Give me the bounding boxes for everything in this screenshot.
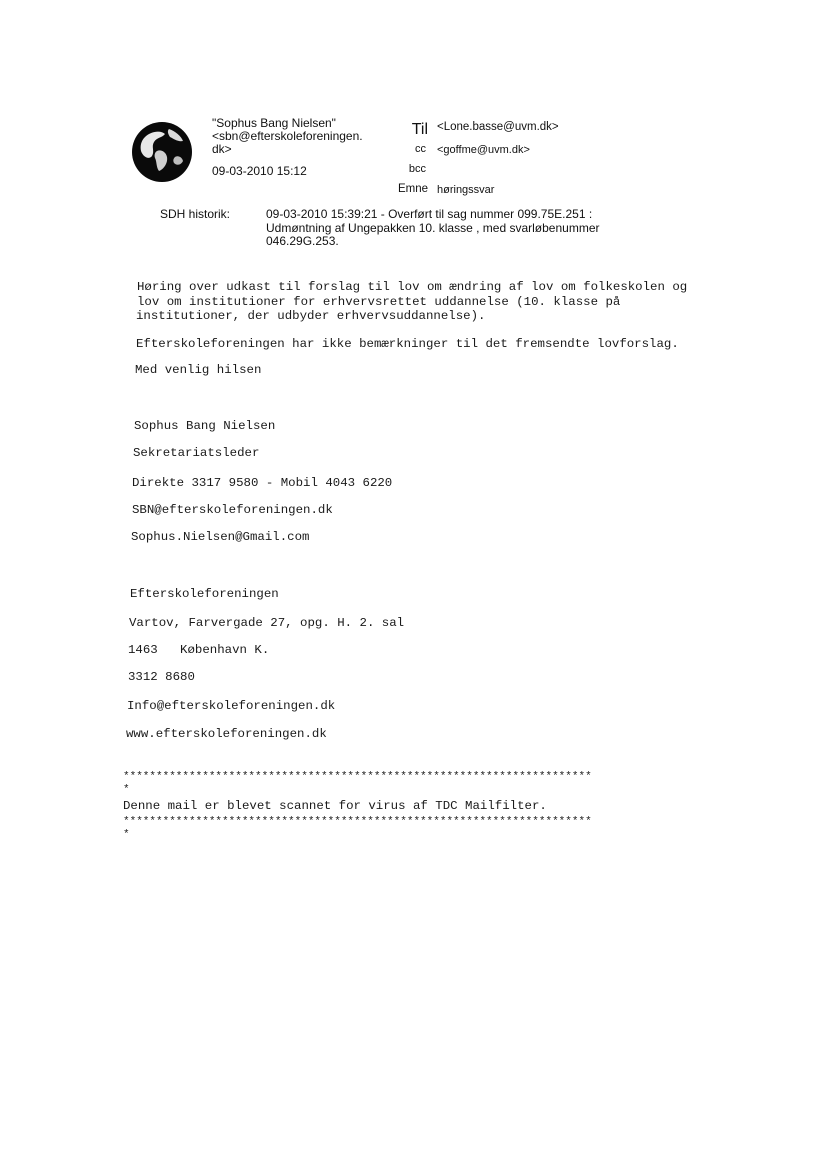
footer-stars: *********************************************************************** — [123, 816, 592, 828]
history-text — [266, 208, 616, 249]
sender-block — [212, 117, 387, 178]
to-label: Til — [411, 121, 428, 138]
history-label: SDH historik: — [160, 207, 231, 221]
org-name: Efterskoleforeningen — [130, 587, 279, 601]
globe-avatar-icon — [131, 121, 193, 183]
footer-star: * — [123, 829, 130, 841]
body-line: Høring over udkast til forslag til lov om ændring af lov om folkeskolen og — [137, 280, 688, 294]
sent-date: 09-03-2010 15:12 — [212, 164, 307, 178]
cc-value: <goffme@uvm.dk> — [437, 144, 530, 156]
history-line: 09-03-2010 15:39:21 - Overført til sag nummer 099.75E.251 : — [266, 207, 593, 221]
sender-name: "Sophus Bang Nielsen" — [212, 116, 336, 130]
signature-phones: Direkte 3317 9580 - Mobil 4043 6220 — [132, 476, 393, 490]
org-address: Vartov, Farvergade 27, opg. H. 2. sal — [129, 616, 405, 630]
org-postal: 1463 København K. — [128, 643, 270, 657]
history-line: Udmøntning af Ungepakken 10. klasse , med svarløbenummer — [266, 220, 600, 235]
org-email: Info@efterskoleforeningen.dk — [127, 699, 336, 713]
footer-star: * — [123, 784, 130, 796]
signature-title: Sekretariatsleder — [133, 446, 260, 460]
org-website: www.efterskoleforeningen.dk — [126, 727, 327, 741]
history-line: 046.29G.253. — [266, 234, 339, 248]
to-value: <Lone.basse@uvm.dk> — [437, 121, 559, 133]
sender-email-cont: dk> — [212, 142, 232, 156]
body-line: lov om institutioner for erhvervsrettet uddannelse (10. klasse på — [137, 295, 621, 309]
sender-email: <sbn@efterskoleforeningen. — [212, 129, 363, 143]
subject-value: høringssvar — [437, 184, 495, 196]
signature-name: Sophus Bang Nielsen — [134, 419, 276, 433]
virus-scan-notice: Denne mail er blevet scannet for virus af TDC Mailfilter. — [123, 799, 547, 813]
body-line: Efterskoleforeningen har ikke bemærkninger til det fremsendte lovforslag. — [136, 337, 679, 351]
org-phone: 3312 8680 — [128, 670, 195, 684]
body-line: institutioner, der udbyder erhvervsuddannelse). — [136, 309, 486, 323]
subject-label: Emne — [397, 183, 428, 195]
closing: Med venlig hilsen — [135, 363, 262, 377]
signature-email-work: SBN@efterskoleforeningen.dk — [132, 503, 333, 517]
bcc-label: bcc — [408, 163, 426, 175]
footer-stars: *********************************************************************** — [123, 771, 592, 783]
signature-email-private: Sophus.Nielsen@Gmail.com — [131, 530, 310, 544]
cc-label: cc — [415, 143, 426, 155]
